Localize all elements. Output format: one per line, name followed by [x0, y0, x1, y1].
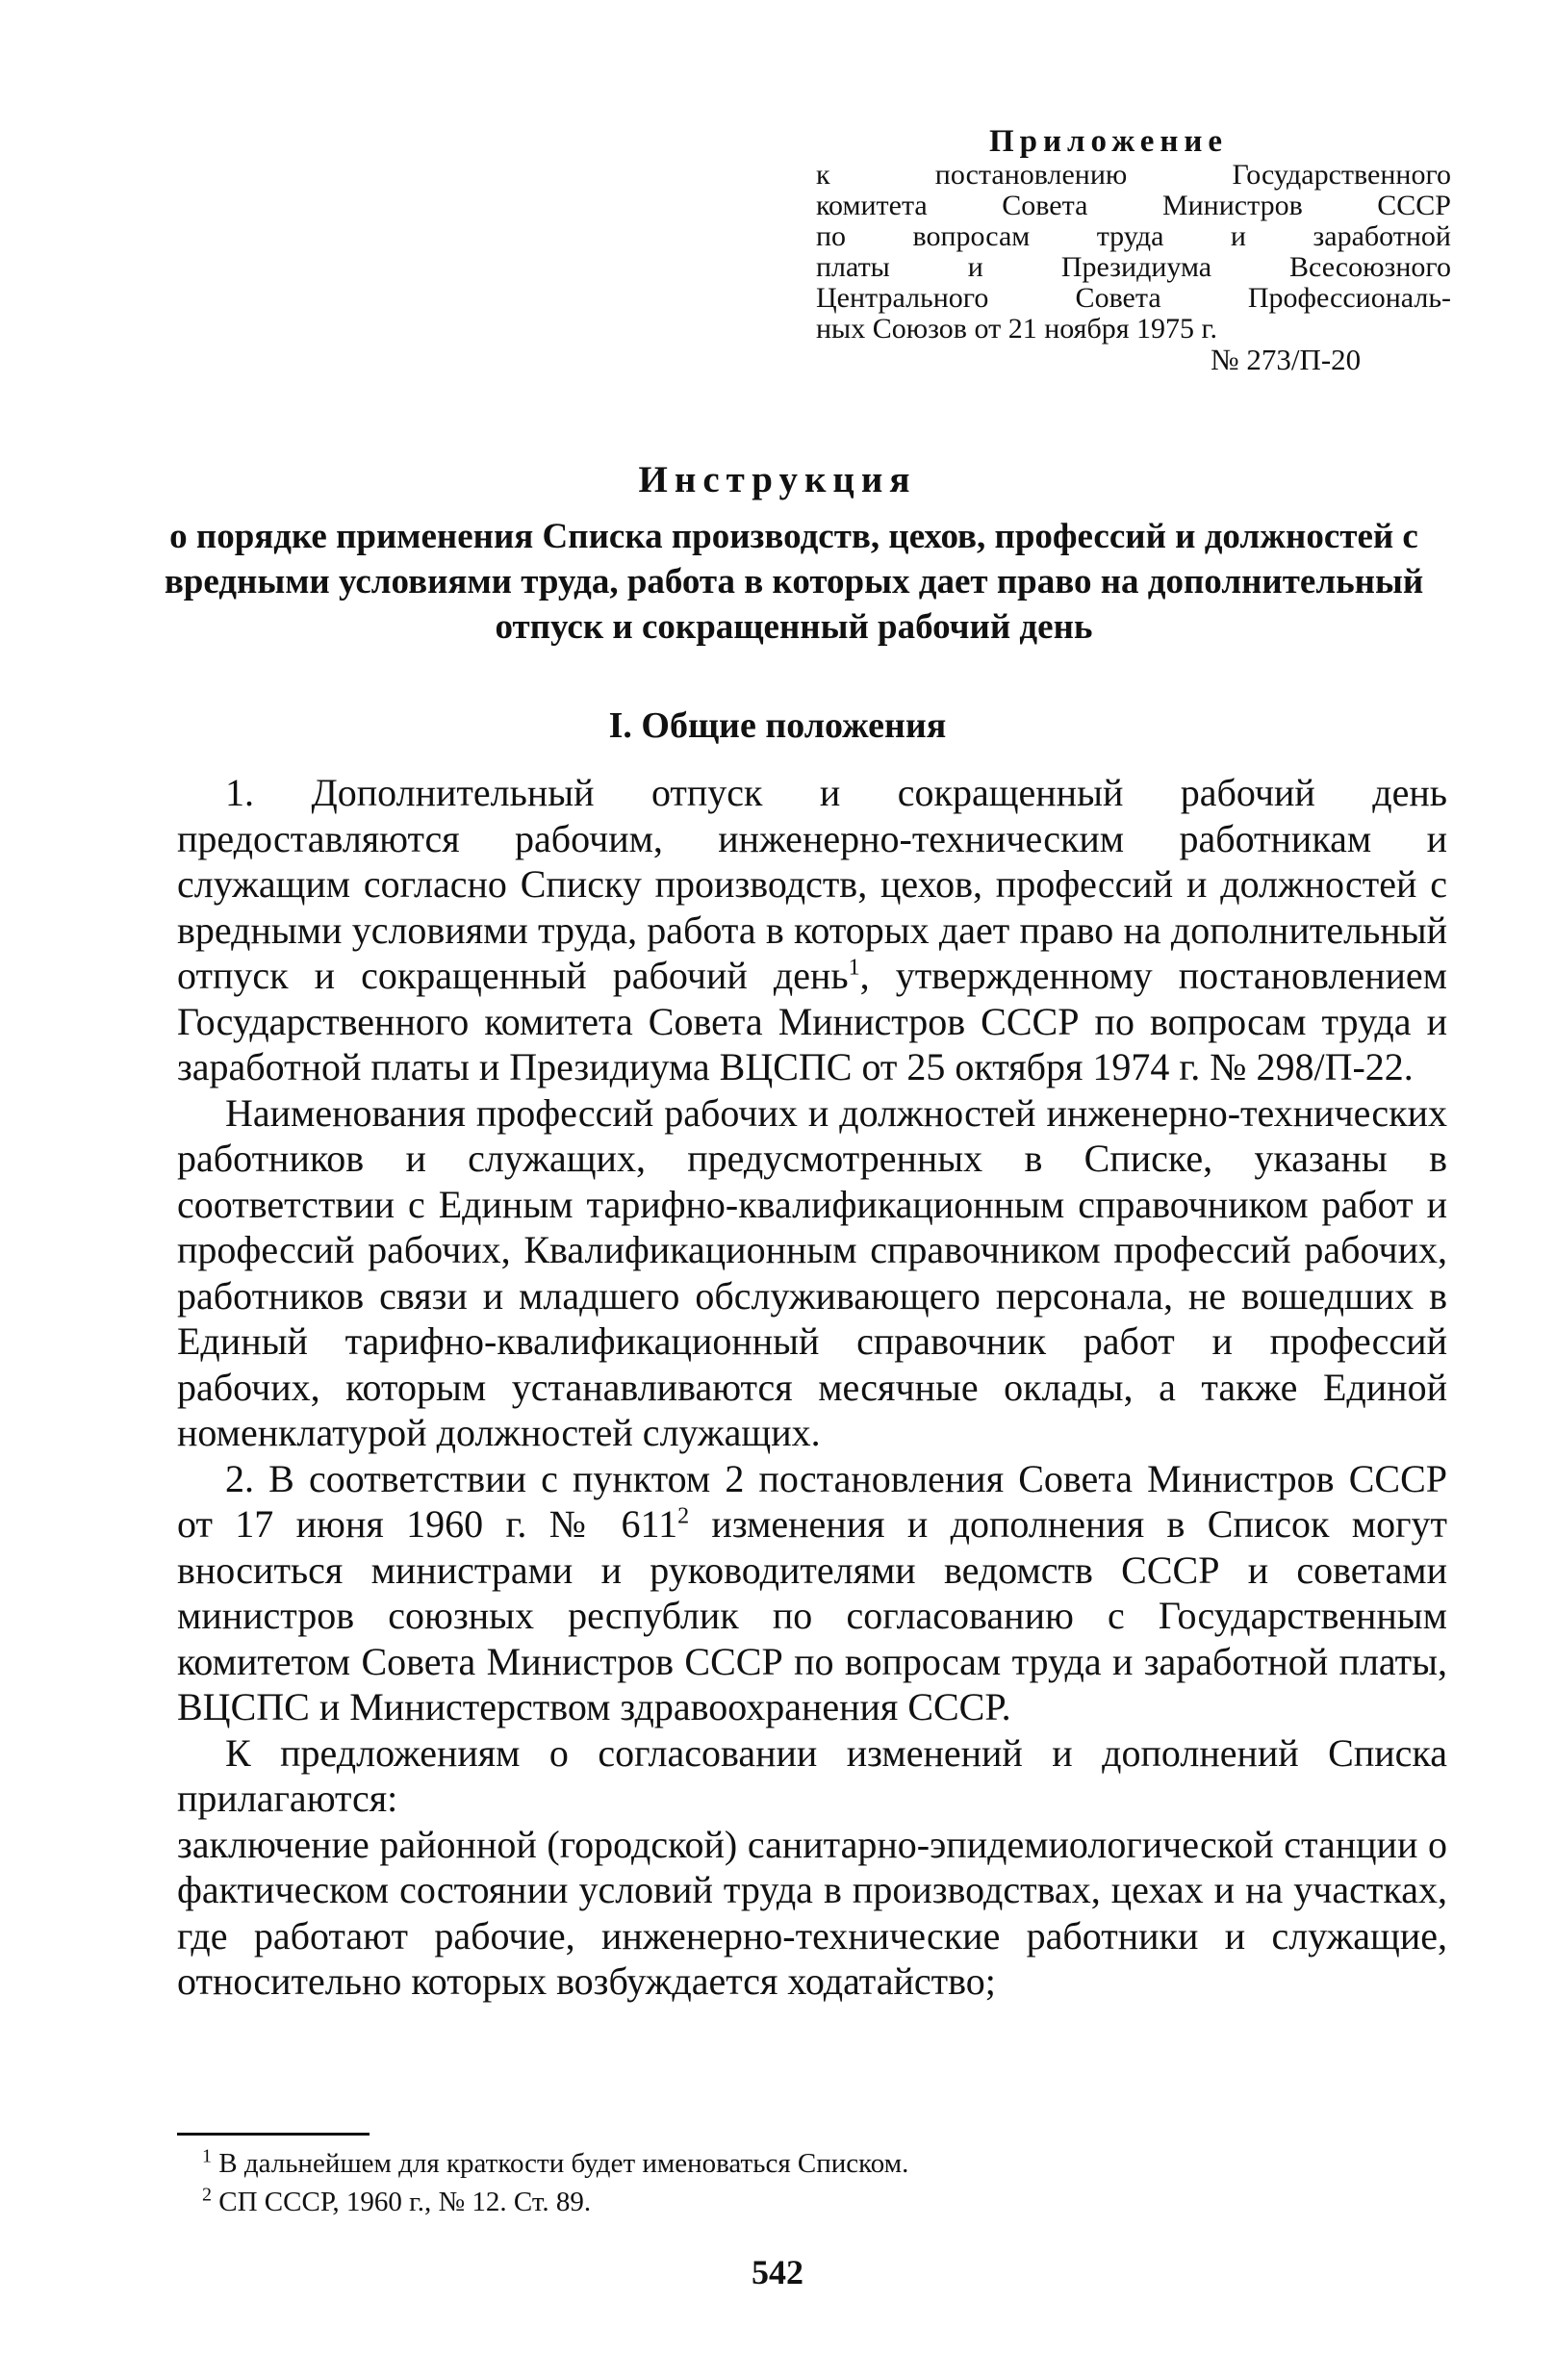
appendix-line: ных Союзов от 21 ноября 1975 г.: [816, 313, 1217, 345]
paragraph-1: [177, 770, 1447, 1090]
appendix-line: к постановлению Государственного: [816, 159, 1451, 191]
footnote-ref: 2: [677, 1503, 690, 1529]
page-number: 542: [752, 2253, 803, 2291]
paragraph-text: , утвержденному постановлением Государственного комитета Совета Министров СССР по вопросам труда и заработной платы и Президиума ВЦСПС от 25 октября 1974 г. № 298/П-22.: [177, 954, 1447, 1088]
paragraph-text: 1. Дополнительный отпуск и сокращенный рабочий день предоставляются рабочим, инженерно-техническим работникам и служащим согласно Списку производств, цехов, профессий и должностей с вредными условиями труда, работа в которых дает право на дополнительный отпуск и сокращенный рабочий день: [177, 771, 1447, 997]
appendix-line: по вопросам труда и заработной: [816, 220, 1451, 252]
paragraph-2: Наименования профессий рабочих и должностей инженерно-технических работников и служащих, предусмотренных в Списке, указаны в соответствии с Единым тарифно-квалификационным справочником работ и профессий рабочих, Квалификационным справочником профессий рабочих, работников связи и младшего обслуживающего персонала, не вошедших в Единый тарифно-квалификационный справочник работ и профессий рабочих, которым устанавливаются месячные оклады, а также Единой номенклатурой должностей служащих.: [177, 1090, 1447, 1454]
document-title: Инструкция: [638, 459, 917, 500]
footnote: [202, 2144, 1357, 2183]
footnote-divider: [177, 2133, 370, 2136]
paragraph-text: 2. В соответствии с пунктом 2 постановления Совета Министров СССР от 17 июня 1960 г. № 611: [177, 1456, 1447, 1546]
document-body: [177, 770, 1447, 2005]
appendix-line: комитета Совета Министров СССР: [816, 190, 1451, 221]
footnote: [202, 2183, 1357, 2221]
appendix-line: платы и Президиума Всесоюзного: [816, 251, 1451, 283]
paragraph-3: [177, 1456, 1447, 1730]
paragraph-4: К предложениям о согласовании изменений и дополнений Списка прилагаются:: [177, 1730, 1447, 1820]
footnotes: [202, 2144, 1357, 2221]
footnote-text: СП СССР, 1960 г., № 12. Ст. 89.: [218, 2187, 592, 2217]
paragraph-text: изменения и дополнения в Список могут вноситься министрами и руководителями ведомств СССР и советами министров союзных республик по согласованию с Государственным комитетом Совета Министров СССР по вопросам труда и заработной платы, ВЦСПС и Министерством здравоохранения СССР.: [177, 1502, 1447, 1728]
document-subtitle: о порядке применения Списка производств, цехов, профессий и должностей с вредными условиями труда, работа в которых дает право на дополнительный отпуск и сокращенный рабочий день: [164, 517, 1424, 647]
appendix-line: Центрального Совета Профессиональ-: [816, 282, 1451, 314]
footnote-mark: 1: [202, 2145, 212, 2167]
paragraph-5: заключение районной (городской) санитарно-эпидемиологической станции о фактическом состоянии условий труда в производствах, цехах и на участках, где работают рабочие, инженерно-технические работники и служащие, относительно которых возбуждается ходатайство;: [177, 1822, 1447, 2003]
appendix-block: [816, 123, 1451, 375]
footnote-text: В дальнейшем для краткости будет именоваться Списком.: [218, 2148, 909, 2179]
footnote-ref: 1: [848, 955, 860, 981]
footnote-mark: 2: [202, 2184, 212, 2206]
appendix-title: Приложение: [989, 124, 1229, 159]
appendix-number: № 273/П-20: [1211, 343, 1362, 376]
section-title: I. Общие положения: [608, 705, 947, 746]
